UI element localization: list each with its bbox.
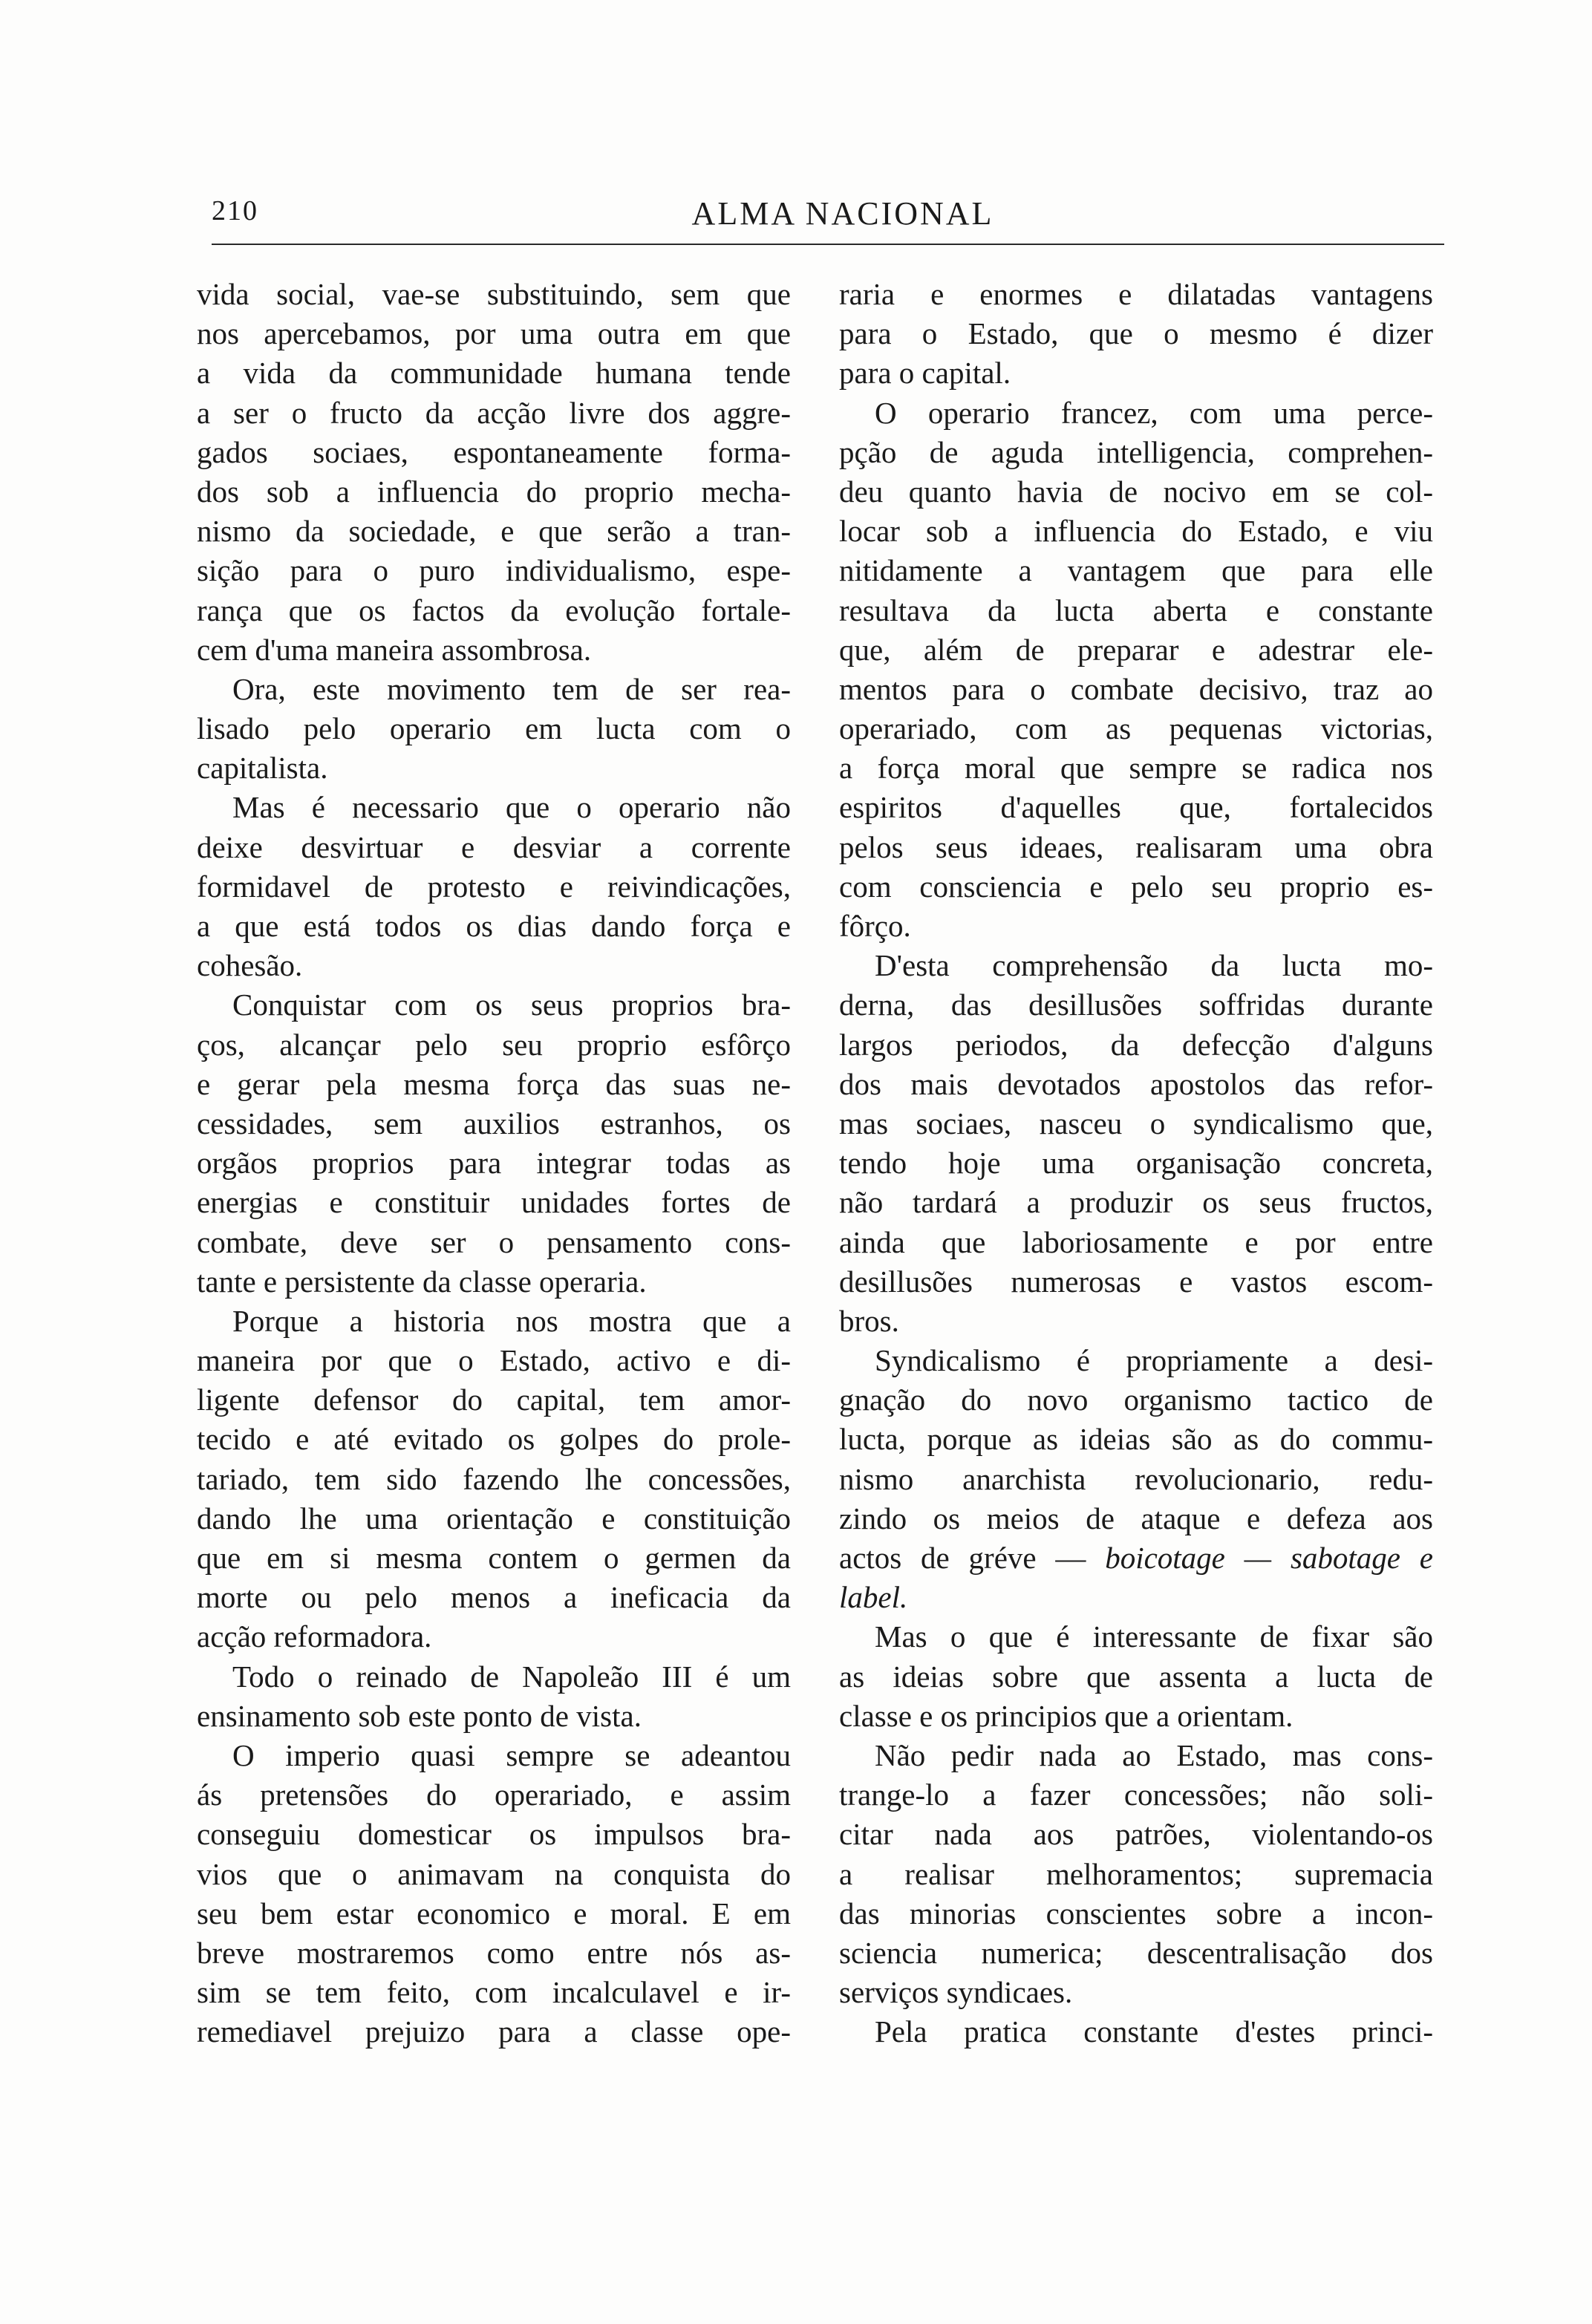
text-line-content: remediavel prejuizo para a classe ope- — [197, 2014, 791, 2049]
text-line — [839, 709, 1433, 748]
text-line-content: para o capital. — [839, 356, 1011, 391]
text-line — [197, 1855, 791, 1894]
text-line — [839, 1538, 1433, 1578]
text-line — [839, 275, 1433, 314]
text-line-content: desillusões numerosas e vastos escom- — [839, 1264, 1433, 1299]
text-line — [839, 1025, 1433, 1065]
text-line-content: sciencia numerica; descentralisação dos — [839, 1935, 1433, 1970]
text-line-content: as ideias sobre que assenta a lucta de — [839, 1659, 1433, 1694]
text-line — [839, 1894, 1433, 1933]
text-line-content: energias e constituir unidades fortes de — [197, 1185, 791, 1220]
text-line — [839, 353, 1433, 393]
text-line — [839, 1223, 1433, 1262]
text-line — [197, 867, 791, 907]
text-line-content: pção de aguda intelligencia, comprehen- — [839, 434, 1433, 469]
text-line — [839, 1341, 1433, 1380]
text-line — [197, 709, 791, 748]
text-line — [197, 1262, 791, 1302]
journal-title: ALMA NACIONAL — [691, 195, 994, 232]
text-line-content: dos mais devotados apostolos das refor- — [839, 1066, 1433, 1101]
text-line — [839, 1657, 1433, 1697]
text-line-content: Ora, este movimento tem de ser rea- — [232, 671, 791, 706]
text-line-content: capitalista. — [197, 751, 328, 786]
text-line — [839, 2012, 1433, 2052]
text-line — [839, 591, 1433, 630]
text-line — [839, 1262, 1433, 1302]
text-line-content: a força moral que sempre se radica nos — [839, 751, 1433, 786]
running-head — [212, 195, 1444, 239]
text-line — [197, 1065, 791, 1104]
text-line — [839, 1302, 1433, 1341]
text-line-content: vios que o animavam na conquista do — [197, 1856, 791, 1891]
text-line — [839, 1143, 1433, 1183]
text-line — [197, 1143, 791, 1183]
text-line — [197, 512, 791, 551]
text-line-content: para o Estado, que o mesmo é dizer — [839, 316, 1433, 351]
text-line-content: mas sociaes, nasceu o syndicalismo que, — [839, 1106, 1433, 1140]
text-line — [197, 551, 791, 590]
text-line — [839, 394, 1433, 433]
text-line — [839, 867, 1433, 907]
text-line-content: a que está todos os dias dando força e — [197, 909, 791, 943]
text-line-content: D'esta comprehensão da lucta mo- — [875, 948, 1433, 983]
text-line — [839, 828, 1433, 867]
text-line — [839, 630, 1433, 670]
text-line — [839, 1104, 1433, 1143]
text-line-content: lisado pelo operario em lucta com o — [197, 711, 791, 746]
text-line — [197, 1380, 791, 1420]
text-line-content: breve mostraremos como entre nós as- — [197, 1935, 791, 1970]
text-line-content: formidavel de protesto e reivindicações, — [197, 869, 791, 904]
text-line-content: com consciencia e pelo seu proprio es- — [839, 869, 1433, 904]
text-line — [197, 1460, 791, 1499]
text-line — [197, 1657, 791, 1697]
text-line-content: dos sob a influencia do proprio mecha- — [197, 474, 791, 509]
text-line-content: orgãos proprios para integrar todas as — [197, 1146, 791, 1181]
text-line — [197, 1420, 791, 1459]
text-line — [197, 1183, 791, 1222]
text-line — [839, 946, 1433, 985]
text-line-content: Porque a historia nos mostra que a — [232, 1303, 791, 1338]
text-line-content: nismo da sociedade, e que serão a tran- — [197, 514, 791, 549]
text-line — [197, 1499, 791, 1538]
text-line-content: raria e enormes e dilatadas vantagens — [839, 277, 1433, 311]
text-line-content: zindo os meios de ataque e defeza aos — [839, 1501, 1433, 1535]
text-line-content: pelos seus ideaes, realisaram uma obra — [839, 829, 1433, 864]
text-line — [839, 1065, 1433, 1104]
italic-text: boicotage — sabotage e — [1105, 1541, 1433, 1575]
text-line-content: cessidades, sem auxilios estranhos, os — [197, 1106, 791, 1140]
text-line-content: nitidamente a vantagem que para elle — [839, 553, 1433, 588]
text-line-content: O operario francez, com uma perce- — [875, 395, 1433, 430]
text-line-content: classe e os principios que a orientam. — [839, 1698, 1294, 1733]
text-line — [197, 946, 791, 985]
text-line — [839, 1736, 1433, 1775]
text-line-content: morte ou pelo menos a ineficacia da — [197, 1580, 791, 1615]
text-line — [839, 1617, 1433, 1656]
text-line — [197, 1617, 791, 1656]
text-line — [197, 1815, 791, 1854]
text-line — [839, 1815, 1433, 1854]
text-line — [197, 1697, 791, 1736]
text-line — [197, 2012, 791, 2052]
text-line-content: actos de gréve — — [839, 1541, 1106, 1575]
text-line-content: cohesão. — [197, 948, 303, 983]
text-line — [197, 591, 791, 630]
text-line — [839, 512, 1433, 551]
text-line-content: que em si mesma contem o germen da — [197, 1541, 791, 1575]
text-line — [197, 353, 791, 393]
text-line-content: ligente defensor do capital, tem amor- — [197, 1383, 791, 1417]
text-line-content: a vida da communidade humana tende — [197, 356, 791, 391]
text-line — [197, 985, 791, 1025]
text-line — [197, 275, 791, 314]
text-line-content: tendo hoje uma organisação concreta, — [839, 1146, 1433, 1181]
text-line — [197, 1302, 791, 1341]
text-line — [839, 472, 1433, 512]
text-line — [197, 748, 791, 788]
text-line-content: cem d'uma maneira assombrosa. — [197, 632, 592, 667]
text-line — [839, 1973, 1433, 2012]
text-line-content: ensinamento sob este ponto de vista. — [197, 1698, 642, 1733]
text-line-content: lucta, porque as ideias são as do commu- — [839, 1422, 1433, 1457]
text-line — [839, 433, 1433, 472]
text-line — [197, 1736, 791, 1775]
text-line — [839, 907, 1433, 946]
text-line-content: Não pedir nada ao Estado, mas cons- — [875, 1737, 1433, 1772]
text-line — [197, 1578, 791, 1617]
text-line-content: dando lhe uma orientação e constituição — [197, 1501, 791, 1535]
text-line-content: Conquistar com os seus proprios bra- — [232, 988, 791, 1022]
text-line-content: tariado, tem sido fazendo lhe concessões, — [197, 1461, 791, 1496]
text-line — [839, 748, 1433, 788]
text-line-content: maneira por que o Estado, activo e di- — [197, 1343, 791, 1378]
text-line-content: serviços syndicaes. — [839, 1975, 1073, 2010]
text-line-content: ás pretensões do operariado, e assim — [197, 1778, 791, 1812]
page-number: 210 — [212, 195, 258, 226]
text-line-content: locar sob a influencia do Estado, e viu — [839, 514, 1433, 549]
text-line-content: espiritos d'aquelles que, fortalecidos — [839, 790, 1433, 825]
text-line-content: das minorias conscientes sobre a incon- — [839, 1896, 1433, 1930]
text-line-content: a realisar melhoramentos; supremacia — [839, 1856, 1433, 1891]
text-line — [197, 394, 791, 433]
text-line-content: Pela pratica constante d'estes princi- — [875, 2014, 1433, 2049]
text-line-content: operariado, com as pequenas victorias, — [839, 711, 1433, 746]
text-line — [197, 1775, 791, 1815]
text-line — [197, 472, 791, 512]
text-line — [839, 788, 1433, 827]
text-line-content: sim se tem feito, com incalculavel e ir- — [197, 1975, 791, 2010]
text-line-content: ços, alcançar pelo seu proprio esfôrço — [197, 1027, 791, 1062]
text-line-content: vida social, vae-se substituindo, sem que — [197, 277, 791, 311]
text-line-content: que, além de preparar e adestrar ele- — [839, 632, 1433, 667]
text-line-content: ainda que laboriosamente e por entre — [839, 1224, 1433, 1259]
text-line-content: não tardará a produzir os seus fructos, — [839, 1185, 1433, 1220]
italic-text: label. — [839, 1580, 908, 1615]
text-line — [197, 1025, 791, 1065]
text-line — [197, 788, 791, 827]
text-line-content: nos apercebamos, por uma outra em que — [197, 316, 791, 351]
text-line — [839, 1697, 1433, 1736]
text-line-content: seu bem estar economico e moral. E em — [197, 1896, 791, 1930]
text-line-content: sição para o puro individualismo, espe- — [197, 553, 791, 588]
text-line-content: derna, das desillusões soffridas durante — [839, 988, 1433, 1022]
text-line-content: mentos para o combate decisivo, traz ao — [839, 671, 1433, 706]
text-line-content: fôrço. — [839, 909, 911, 943]
text-line — [839, 1420, 1433, 1459]
text-line-content: acção reformadora. — [197, 1619, 432, 1654]
left-text-column — [197, 275, 791, 2052]
text-line-content: largos periodos, da defecção d'alguns — [839, 1027, 1433, 1062]
text-line-content: nismo anarchista revolucionario, redu- — [839, 1461, 1433, 1496]
text-line — [839, 314, 1433, 353]
text-line-content: Todo o reinado de Napoleão III é um — [232, 1659, 791, 1694]
text-line-content: Syndicalismo é propriamente a desi- — [875, 1343, 1433, 1378]
text-line — [197, 1933, 791, 1973]
text-line — [197, 1223, 791, 1262]
text-line — [197, 1104, 791, 1143]
text-line — [197, 1538, 791, 1578]
text-line — [839, 1775, 1433, 1815]
text-line-content: O imperio quasi sempre se adeantou — [232, 1737, 791, 1772]
text-line — [839, 1460, 1433, 1499]
text-line — [839, 1578, 1433, 1617]
text-line-content: rança que os factos da evolução fortale- — [197, 593, 791, 627]
text-line-content: bros. — [839, 1303, 899, 1338]
text-line — [839, 1933, 1433, 1973]
text-line-content: trange-lo a fazer concessões; não soli- — [839, 1778, 1433, 1812]
text-line — [839, 1855, 1433, 1894]
text-line — [197, 314, 791, 353]
text-line-content: deu quanto havia de nocivo em se col- — [839, 474, 1433, 509]
text-line-content: conseguiu domesticar os impulsos bra- — [197, 1817, 791, 1852]
text-line — [839, 985, 1433, 1025]
text-line-content: Mas o que é interessante de fixar são — [875, 1619, 1433, 1654]
text-line — [197, 630, 791, 670]
text-line-content: tante e persistente da classe operaria. — [197, 1264, 647, 1299]
text-line-content: gnação do novo organismo tactico de — [839, 1383, 1433, 1417]
text-line-content: resultava da lucta aberta e constante — [839, 593, 1433, 627]
text-line-content: a ser o fructo da acção livre dos aggre- — [197, 395, 791, 430]
text-line — [197, 1973, 791, 2012]
text-line — [197, 1894, 791, 1933]
text-line — [839, 1183, 1433, 1222]
text-line-content: tecido e até evitado os golpes do prole- — [197, 1422, 791, 1457]
text-line — [839, 1380, 1433, 1420]
header-rule — [212, 244, 1444, 245]
text-line — [197, 670, 791, 709]
text-line-content: deixe desvirtuar e desviar a corrente — [197, 829, 791, 864]
text-line — [197, 907, 791, 946]
text-line — [197, 828, 791, 867]
text-line — [839, 1499, 1433, 1538]
text-line-content: citar nada aos patrões, violentando-os — [839, 1817, 1433, 1852]
text-line — [839, 670, 1433, 709]
text-line — [197, 433, 791, 472]
text-line-content: Mas é necessario que o operario não — [232, 790, 791, 825]
right-text-column — [839, 275, 1433, 2052]
text-line — [839, 551, 1433, 590]
text-line-content: gados sociaes, espontaneamente forma- — [197, 434, 791, 469]
text-line-content: e gerar pela mesma força das suas ne- — [197, 1066, 791, 1101]
text-line — [197, 1341, 791, 1380]
text-line-content: combate, deve ser o pensamento cons- — [197, 1224, 791, 1259]
